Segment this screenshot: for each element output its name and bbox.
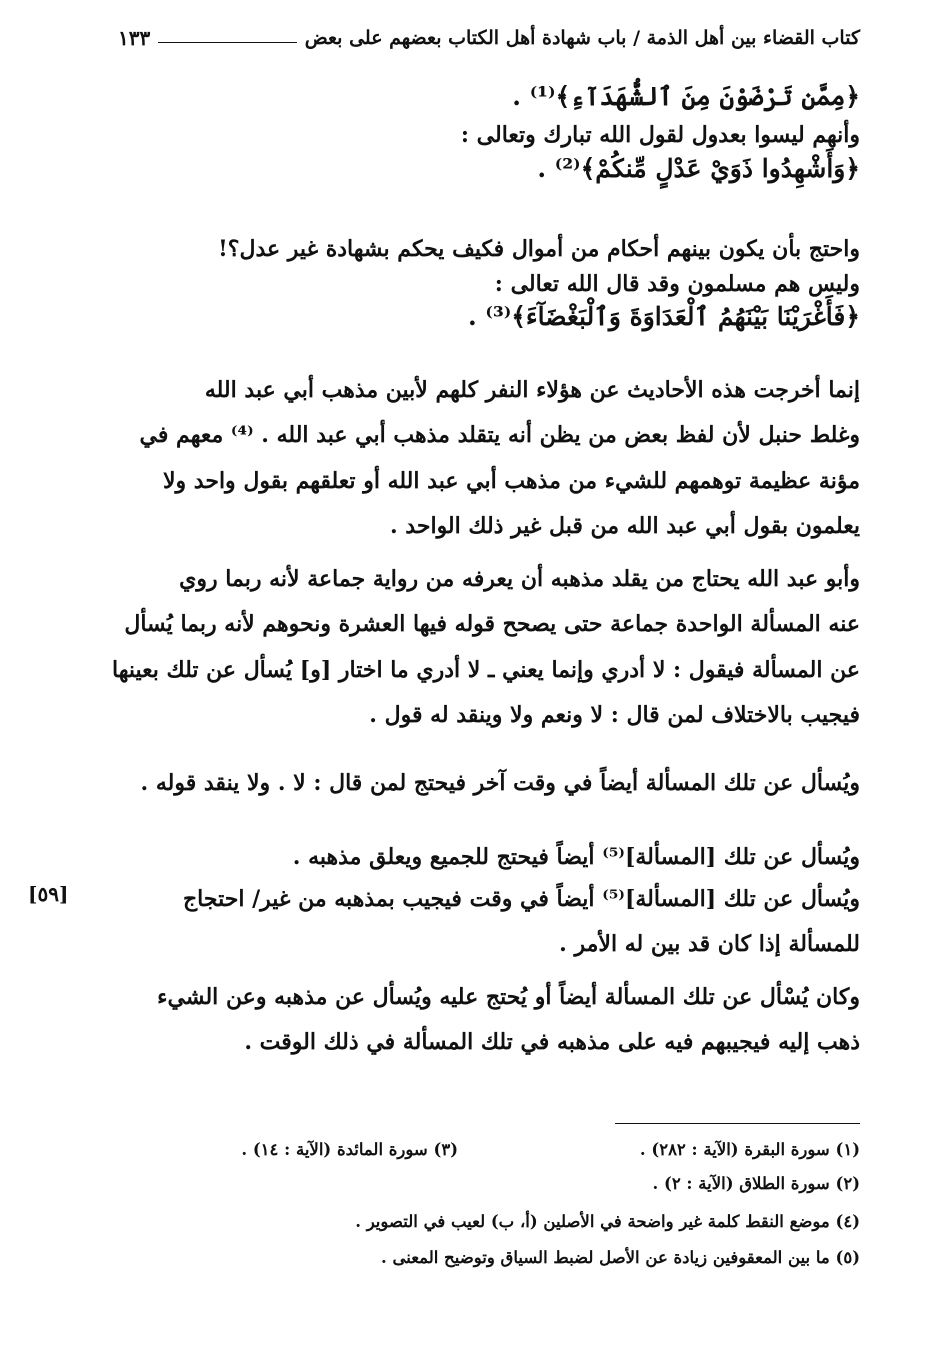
text-line: فيجيب بالاختلاف لمن قال : لا ونعم ولا وينقد له قول . (369, 702, 860, 729)
quran-verse: ﴿فَأَغْرَيْنَا بَيْنَهُمُ ٱلْعَدَاوَةَ وَٱلْبَغْضَآءَ﴾⁽³⁾ . (468, 301, 860, 331)
paragraph-6 (78, 984, 860, 1056)
text-line: إنما أخرجت هذه الأحاديث عن هؤلاء النفر كلهم لأبين مذهب أبي عبد الله (204, 377, 860, 403)
footnote-5: (٥) ما بين المعقوفين زيادة عن الأصل لضبط السياق وتوضيح المعنى . (380, 1248, 860, 1267)
text-line: يعلمون بقول أبي عبد الله من قبل غير ذلك الواحد . (389, 513, 860, 540)
running-header (118, 26, 860, 50)
text-line: وغلط حنبل لأن لفظ بعض من يظن أنه يتقلد مذهب أبي عبد الله . ⁽⁴⁾ معهم في (139, 422, 860, 449)
text-line: وأنهم ليسوا بعدول لقول الله تبارك وتعالى : (460, 122, 860, 148)
footnote-3: (٣) سورة المائدة (الآية : ١٤) . (241, 1140, 458, 1159)
verse-block-1 (78, 82, 860, 184)
text-line: للمسألة إذا كان قد بين له الأمر . (559, 931, 860, 958)
footnote-4: (٤) موضع النقط كلمة غير واضحة في الأصلين (أ، ب) لعيب في التصوير . (355, 1212, 860, 1231)
quran-verse: ﴿وَأَشْهِدُوا ذَوَيْ عَدْلٍ مِّنكُمْ﴾⁽²⁾ . (537, 154, 860, 184)
manuscript-folio-marker: [٥٩] (28, 882, 69, 906)
page-number: ١٣٣ (118, 26, 151, 50)
verse-block-2 (78, 236, 860, 332)
paragraph-4 (78, 844, 860, 870)
quran-verse: ﴿مِمَّن تَرْضَوْنَ مِنَ ٱلشُّهَدَآءِ﴾⁽¹⁾ . (512, 82, 860, 111)
footnote-2: (٢) سورة الطلاق (الآية : ٢) . (652, 1174, 860, 1193)
text-line: واحتج بأن يكون بينهم أحكام من أموال فكيف يحكم بشهادة غير عدل؟! (218, 236, 860, 262)
text-line: وكان يُسْأل عن تلك المسألة أيضاً أو يُحتج عليه ويُسأل عن مذهبه وعن الشيء (157, 984, 860, 1010)
text-line: ويُسأل عن تلك المسألة أيضاً في وقت آخر فيحتج لمن قال : لا . ولا ينقد قوله . (140, 770, 860, 796)
header-rule (158, 42, 297, 43)
text-line: عن المسألة فيقول : لا أدري وإنما يعني ـ لا أدري ما اختار [و] يُسأل عن تلك بعينها (112, 656, 860, 683)
text-line: عنه المسألة الواحدة جماعة حتى يصحح قوله فيها العشرة ونحوهم لأنه ربما يُسأل (124, 611, 860, 638)
paragraph-3 (78, 770, 860, 796)
footnote-1: (١) سورة البقرة (الآية : ٢٨٢) . (639, 1140, 860, 1159)
footnote-separator (615, 1123, 860, 1124)
paragraph-1 (78, 377, 860, 540)
text-line: وليس هم مسلمون وقد قال الله تعالى : (494, 271, 860, 298)
text-line: ذهب إليه فيجيبهم فيه على مذهبه في تلك المسألة في ذلك الوقت . (244, 1029, 860, 1056)
text-line: ويُسأل عن تلك [المسألة]⁽⁵⁾ أيضاً فيحتج للجميع ويعلق مذهبه . (292, 844, 860, 870)
text-line: مؤنة عظيمة توهمهم للشيء من مذهب أبي عبد الله أو تعلقهم بقول واحد ولا (162, 467, 860, 494)
text-line: وأبو عبد الله يحتاج من يقلد مذهبه أن يعرفه من رواية جماعة لأنه ربما روي (179, 566, 860, 592)
text-line: ويُسأل عن تلك [المسألة]⁽⁵⁾ أيضاً في وقت فيجيب بمذهبه من غير/ احتجاج (182, 886, 860, 912)
paragraph-5 (78, 886, 860, 958)
header-title: كتاب القضاء بين أهل الذمة / باب شهادة أهل الكتاب بعضهم على بعض (304, 27, 860, 49)
paragraph-2 (78, 566, 860, 729)
